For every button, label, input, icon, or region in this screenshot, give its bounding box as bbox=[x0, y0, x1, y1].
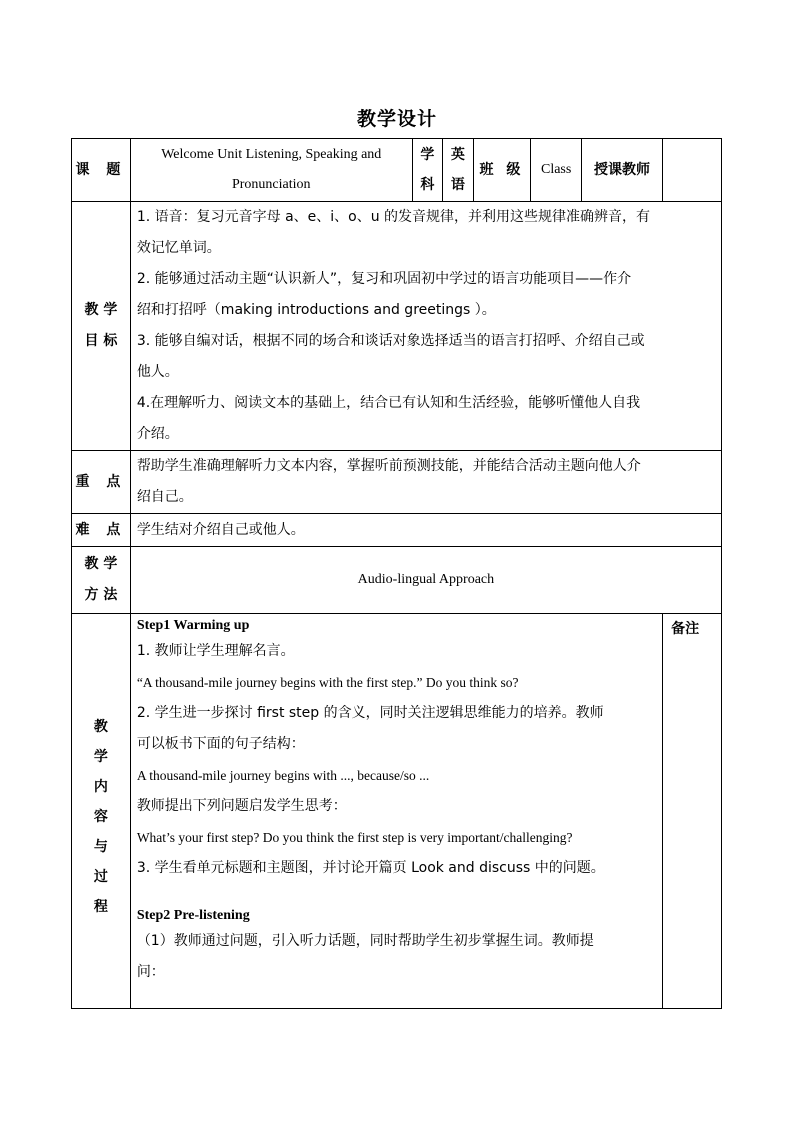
objectives-line: 他人。 bbox=[136, 364, 179, 380]
step1-line: 1. 教师让学生理解名言。 bbox=[136, 643, 295, 659]
class-value: Class bbox=[531, 139, 582, 202]
difficulties-label: 难 点 bbox=[72, 514, 131, 547]
key-points-row bbox=[72, 451, 722, 514]
objectives-line: 1. 语音：复习元音字母 a、e、i、o、u 的发音规律，并利用这些规律准确辨音，有 bbox=[136, 209, 651, 225]
process-label-char: 容 bbox=[93, 809, 108, 825]
key-points-content bbox=[130, 451, 721, 514]
process-label-char: 程 bbox=[93, 899, 108, 915]
objectives-line: 介绍。 bbox=[136, 426, 179, 442]
key-points-line: 帮助学生准确理解听力文本内容，掌握听前预测技能，并能结合活动主题向他人介 bbox=[136, 458, 641, 474]
step2-line: 问： bbox=[136, 964, 165, 980]
methods-label bbox=[72, 547, 131, 614]
process-label-char: 过 bbox=[93, 869, 108, 885]
page-title: 教学设计 bbox=[356, 108, 437, 130]
step2-title: Step2 Pre-listening bbox=[136, 908, 250, 923]
class-label: 班 级 bbox=[473, 139, 531, 202]
objectives-line: 4.在理解听力、阅读文本的基础上，结合已有认知和生活经验，能够听懂他人自我 bbox=[136, 395, 641, 411]
difficulties-content bbox=[130, 514, 721, 547]
process-label-char: 内 bbox=[93, 779, 108, 795]
subject-value-top: 英 bbox=[450, 147, 465, 163]
lesson-plan-table bbox=[71, 138, 722, 1009]
objectives-label-top: 教 学 bbox=[84, 302, 118, 318]
objectives-line: 效记忆单词。 bbox=[136, 240, 221, 256]
step2-line: （1）教师通过问题，引入听力话题，同时帮助学生初步掌握生词。教师提 bbox=[136, 933, 594, 949]
step1-line: 可以板书下面的句子结构： bbox=[136, 736, 305, 752]
step1-line: 教师提出下列问题启发学生思考： bbox=[136, 798, 347, 814]
subject-label-top: 学 bbox=[420, 147, 435, 163]
step1-title: Step1 Warming up bbox=[136, 618, 250, 633]
methods-label-bottom: 方 法 bbox=[84, 587, 118, 603]
step1-line: What’s your first step? Do you think the first step is very important/challenging? bbox=[136, 830, 573, 845]
process-label-char: 学 bbox=[93, 749, 108, 765]
step1-line: 3. 学生看单元标题和主题图，并讨论开篇页 Look and discuss 中的问题。 bbox=[136, 860, 605, 876]
subject-value-bottom: 语 bbox=[450, 177, 465, 193]
teacher-value bbox=[663, 139, 722, 202]
remark-label: 备注 bbox=[663, 614, 722, 1009]
objectives-row bbox=[72, 202, 722, 451]
subject-label bbox=[412, 139, 442, 202]
process-label-char: 教 bbox=[93, 719, 108, 735]
process-label-char: 与 bbox=[93, 839, 108, 855]
subject-label-bottom: 科 bbox=[420, 177, 435, 193]
methods-row bbox=[72, 547, 722, 614]
methods-content: Audio-lingual Approach bbox=[130, 547, 721, 614]
process-row bbox=[72, 614, 722, 1009]
objectives-label-bottom: 目 标 bbox=[84, 333, 118, 349]
process-label bbox=[72, 614, 131, 1009]
step1-line: “A thousand-mile journey begins with the first step.” Do you think so? bbox=[136, 675, 519, 690]
topic-label: 课 题 bbox=[72, 139, 131, 202]
key-points-line: 绍自己。 bbox=[136, 489, 193, 505]
difficulties-row bbox=[72, 514, 722, 547]
subject-value bbox=[443, 139, 473, 202]
step1-line: A thousand-mile journey begins with ..., because/so ... bbox=[136, 768, 430, 783]
process-content bbox=[130, 614, 662, 1009]
objectives-line: 2. 能够通过活动主题“认识新人”，复习和巩固初中学过的语言功能项目——作介 bbox=[136, 271, 632, 287]
step1-line: 2. 学生进一步探讨 first step 的含义，同时关注逻辑思维能力的培养。教师 bbox=[136, 705, 604, 721]
course-name: Welcome Unit Listening, Speaking and Pronunciation bbox=[130, 139, 412, 202]
objectives-line: 绍和打招呼（making introductions and greetings ）。 bbox=[136, 302, 496, 318]
difficulties-text: 学生结对介绍自己或他人。 bbox=[136, 521, 305, 538]
objectives-content bbox=[130, 202, 721, 451]
objectives-label bbox=[72, 202, 131, 451]
key-points-label: 重 点 bbox=[72, 451, 131, 514]
objectives-line: 3. 能够自编对话，根据不同的场合和谈话对象选择适当的语言打招呼、介绍自己或 bbox=[136, 333, 645, 349]
header-row bbox=[72, 139, 722, 202]
methods-label-top: 教 学 bbox=[84, 556, 118, 572]
teacher-label: 授课教师 bbox=[582, 139, 663, 202]
